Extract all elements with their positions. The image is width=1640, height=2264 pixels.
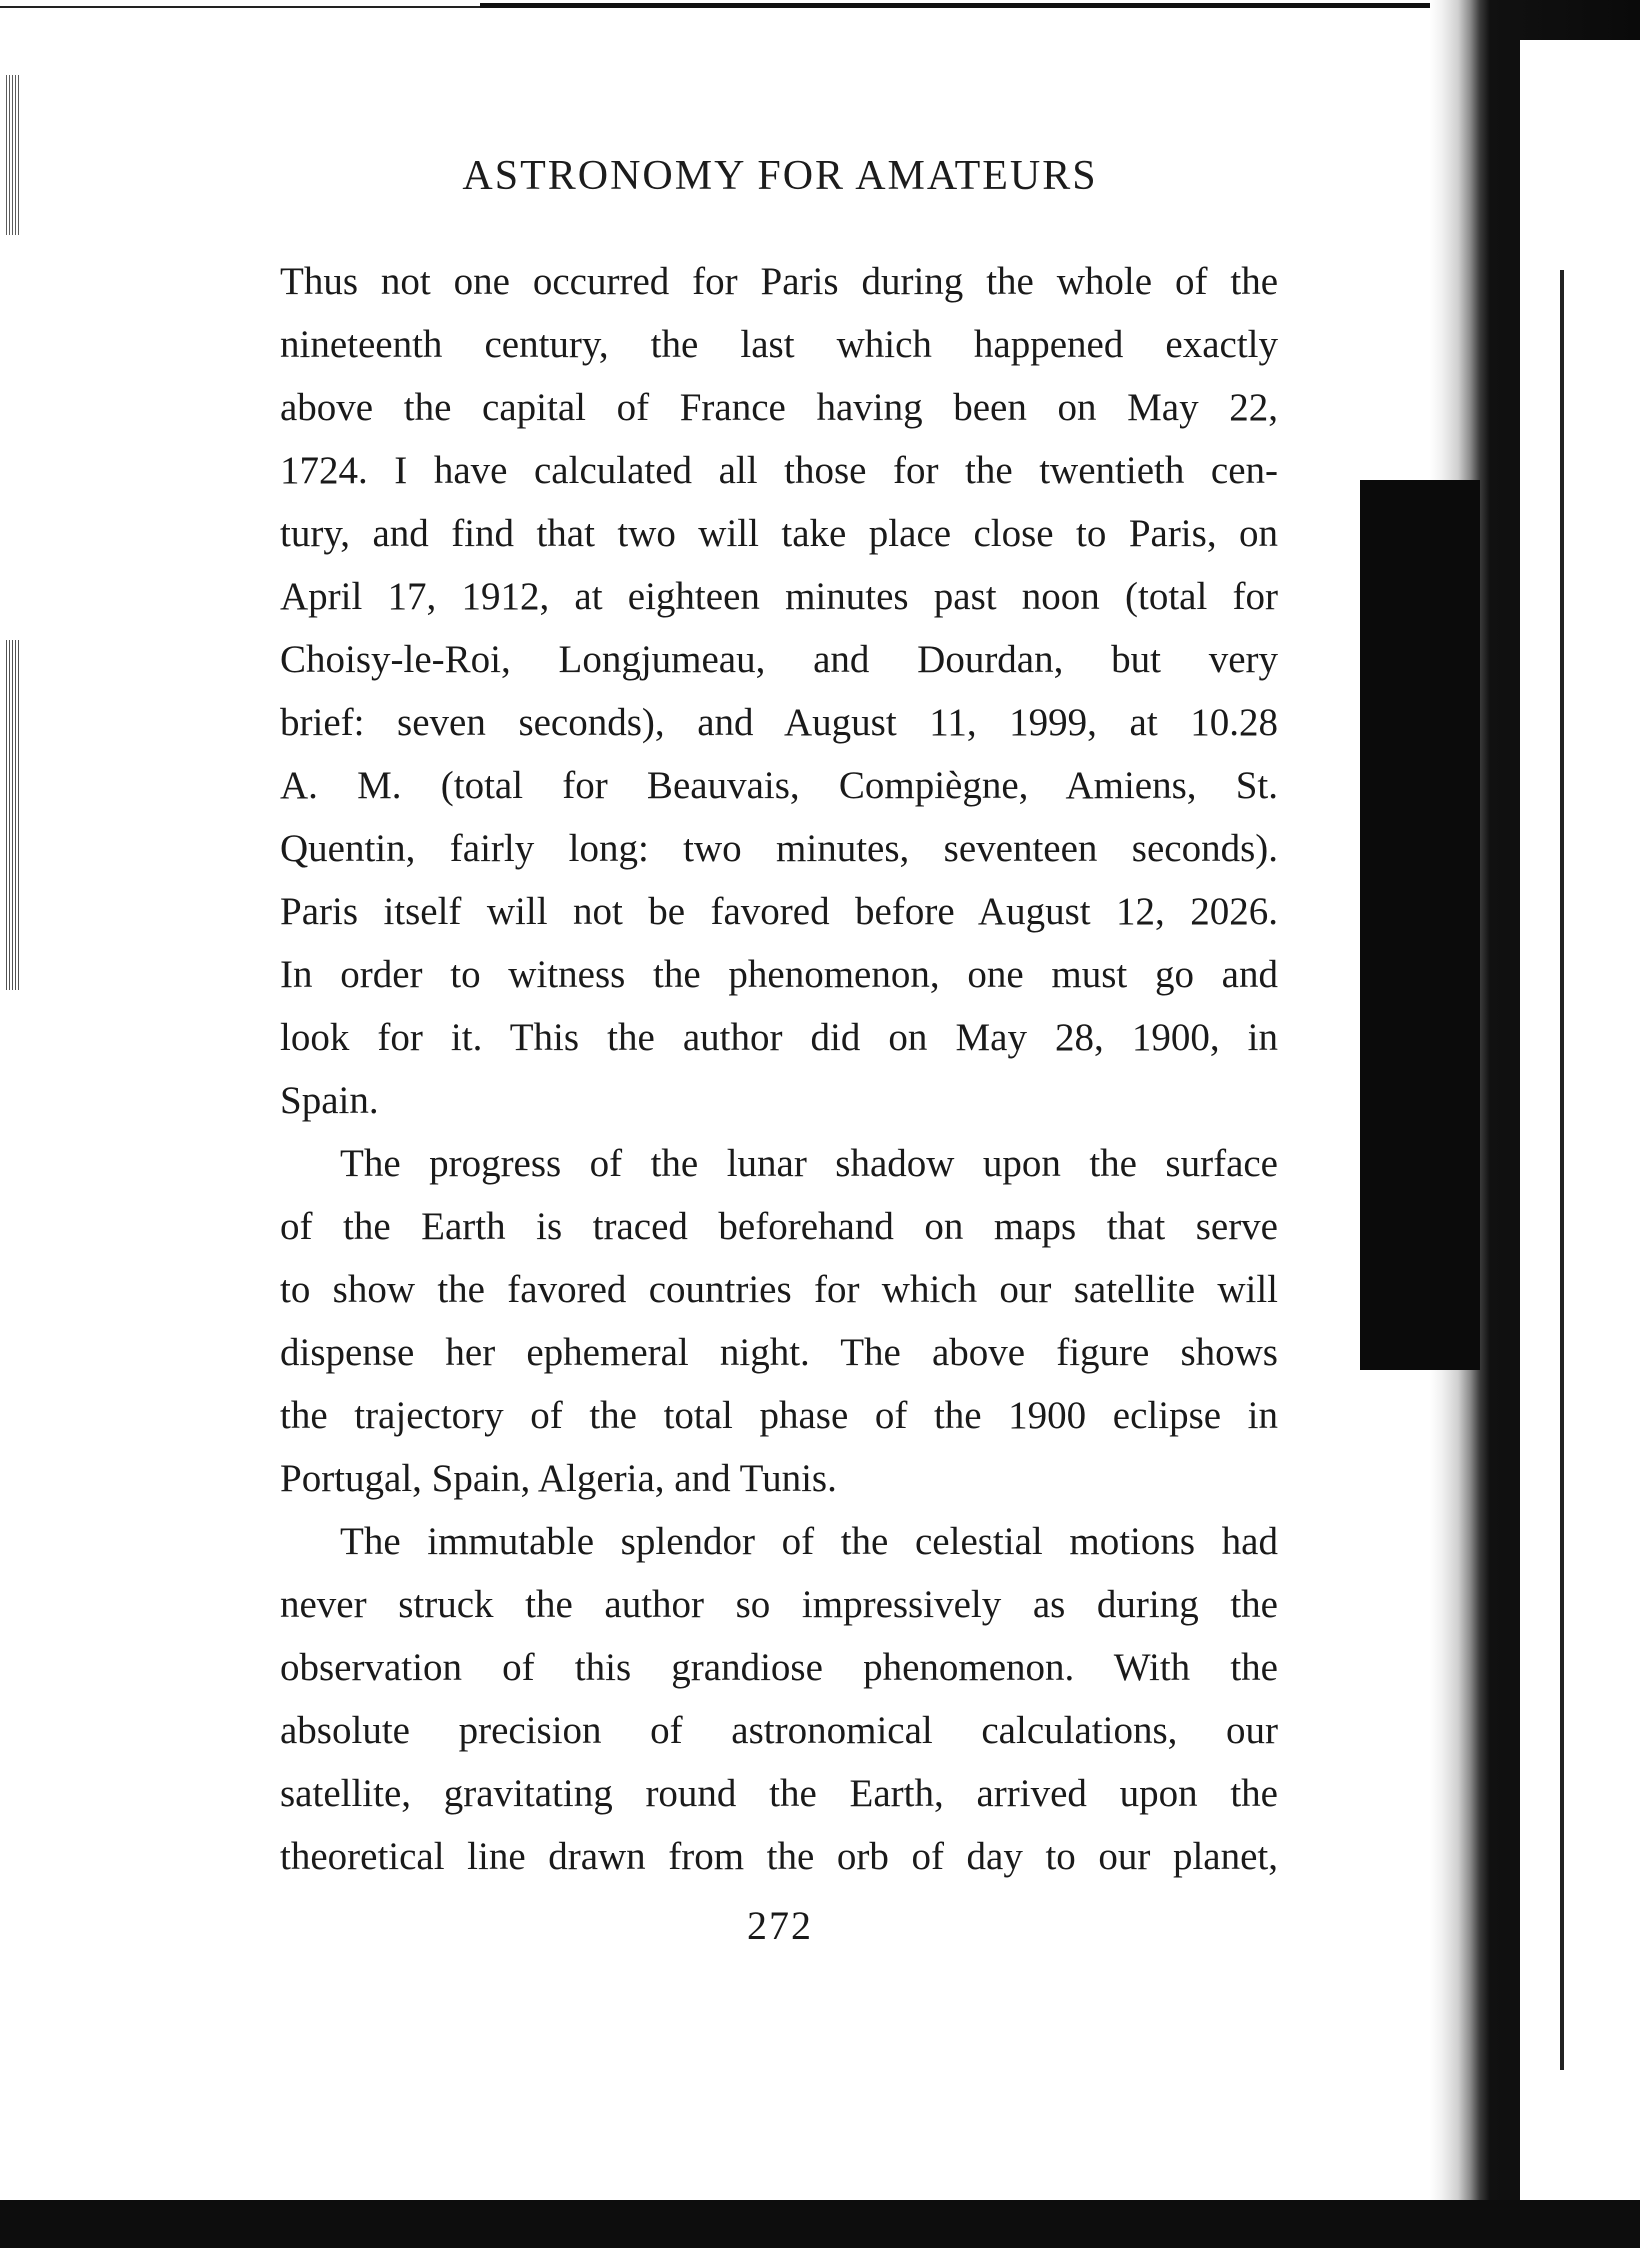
scan-bottom-margin [0,2248,1640,2264]
scan-left-marks [6,75,20,235]
text-line: above the capital of France having been on May 22, [280,386,1278,429]
text-line: nineteenth century, the last which happened exactly [280,323,1278,366]
text-line: tury, and find that two will take place close to Paris, on [280,512,1278,555]
text-line: Thus not one occurred for Paris during the whole of the [280,260,1278,303]
text-line: Choisy-le-Roi, Longjumeau, and Dourdan, but very [280,638,1278,681]
text-line: April 17, 1912, at eighteen minutes past noon (total for [280,575,1278,618]
text-line: the trajectory of the total phase of the 1900 eclipse in [280,1394,1278,1437]
scan-bottom-edge [0,2200,1640,2248]
text-line: brief: seven seconds), and August 11, 1999, at 10.28 [280,701,1278,744]
text-line: satellite, gravitating round the Earth, arrived upon the [280,1772,1278,1815]
paragraph [280,250,1278,1132]
text-line: look for it. This the author did on May 28, 1900, in [280,1016,1278,1059]
body-text [280,250,1278,1888]
text-line: 1724. I have calculated all those for the twentieth cen- [280,449,1278,492]
text-line: Quentin, fairly long: two minutes, seventeen seconds). [280,827,1278,870]
scan-facing-page-line [1560,270,1564,2070]
text-line: theoretical line drawn from the orb of day to our planet, [280,1835,1278,1878]
text-line: In order to witness the phenomenon, one must go and [280,953,1278,996]
text-line: The immutable splendor of the celestial motions had [340,1520,1278,1563]
scan-top-edge [480,3,1520,8]
scan-gutter-shadow [1360,480,1480,1370]
text-line: Spain. [280,1079,379,1122]
text-line: A. M. (total for Beauvais, Compiègne, Amiens, St. [280,764,1278,807]
scan-left-marks [6,640,20,990]
scan-facing-page-edge [1520,40,1640,2220]
text-line: to show the favored countries for which our satellite will [280,1268,1278,1311]
paragraph [280,1510,1278,1888]
text-line: never struck the author so impressively as during the [280,1583,1278,1626]
page-number: 272 [747,1903,813,1948]
running-head: ASTRONOMY FOR AMATEURS [462,153,1098,199]
text-line: The progress of the lunar shadow upon the surface [340,1142,1278,1185]
text-line: Paris itself will not be favored before August 12, 2026. [280,890,1278,933]
text-line: absolute precision of astronomical calculations, our [280,1709,1278,1752]
text-line: Portugal, Spain, Algeria, and Tunis. [280,1457,837,1500]
text-line: of the Earth is traced beforehand on maps that serve [280,1205,1278,1248]
text-line: observation of this grandiose phenomenon. With the [280,1646,1278,1689]
text-line: dispense her ephemeral night. The above figure shows [280,1331,1278,1374]
paragraph [280,1132,1278,1510]
